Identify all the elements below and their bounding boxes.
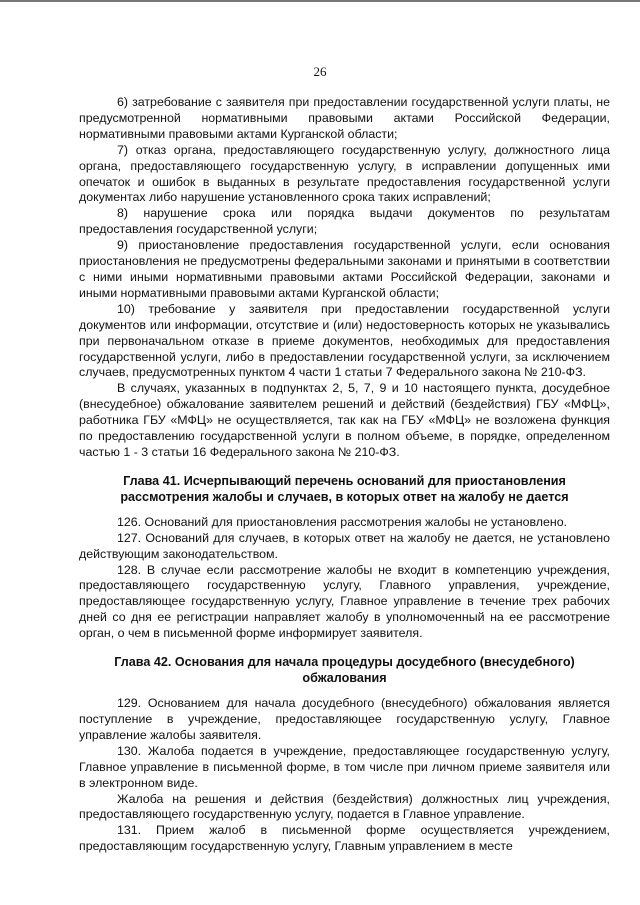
paragraph-129: 129. Основанием для начала досудебного (внесудебного) обжалования является поступление в учреждение, предоставляющее государственную услугу, Главное управление жалобы заявителя. bbox=[79, 696, 610, 742]
paragraph-item-9: 9) приостановление предоставления государственной услуги, если основания приостановления не предусмотрены федеральными законами и принятыми в соответствии с ними иными нормативными правовыми актами Российской Федерации, законами и иными нормативными правовыми актами Курганской области; bbox=[79, 238, 610, 300]
paragraph-item-6: 6) затребование с заявителя при предоставлении государственной услуги платы, не предусмотренной нормативными правовыми актами Российской Федерации, нормативными правовыми актами Курганской области; bbox=[79, 95, 610, 141]
top-edge-line bbox=[0, 0, 640, 2]
chapter-41-heading: Глава 41. Исчерпывающий перечень оснований для приостановления рассмотрения жалобы и случаев, в которых ответ на жалобу не дается bbox=[120, 473, 569, 504]
paragraph-item-8: 8) нарушение срока или порядка выдачи документов по результатам предоставления государственной услуги; bbox=[79, 206, 610, 237]
page-number: 26 bbox=[313, 64, 327, 79]
paragraph-mfc-exceptions: В случаях, указанных в подпунктах 2, 5, 7, 9 и 10 настоящего пункта, досудебное (внесудебное) обжалование заявителем решений и действий (бездействия) ГБУ «МФЦ», работника ГБУ «МФЦ» не осуществляется, так как на ГБУ «МФЦ» не возложена функция по предоставлению государственной услуги в полном объеме, в порядке, определенном частью 1 - 3 статьи 16 Федерального закона № 210-ФЗ. bbox=[79, 381, 610, 459]
paragraph-item-7: 7) отказ органа, предоставляющего государственную услугу, должностного лица органа, предоставляющего государственную услугу, в исправлении допущенных ими опечаток и ошибок в выданных в результате предоставления государственной услуги документах либо нарушение установленного срока таких исправлений; bbox=[79, 142, 610, 205]
paragraph-complaint-officials: Жалоба на решения и действия (бездействия) должностных лиц учреждения, предоставляющего государственную услугу, подается в Главное управление. bbox=[79, 791, 610, 822]
chapter-42-heading: Глава 42. Основания для начала процедуры досудебного (внесудебного) обжалования bbox=[114, 655, 575, 686]
paragraph-130: 130. Жалоба подается в учреждение, предоставляющее государственную услугу, Главное управление в письменной форме, в том числе при личном приеме заявителя или в электронном виде. bbox=[79, 743, 610, 790]
paragraph-item-10: 10) требование у заявителя при предоставлении государственной услуги документов или информации, отсутствие и (или) недостоверность которых не указывались при первоначальном отказе в приеме документов, необходимых для предоставления государственной услуги, либо в предоставлении государственной услуги, за исключением случаев, предусмотренных пунктом 4 части 1 статьи 7 Федерального закона № 210-ФЗ. bbox=[79, 301, 610, 380]
paragraph-126: 126. Оснований для приостановления рассмотрения жалобы не установлено. bbox=[117, 514, 568, 529]
paragraph-128: 128. В случае если рассмотрение жалобы не входит в компетенцию учреждения, предоставляющего государственную услугу, Главного управления, учреждение, предоставляющее государственную услугу, Главное управление в течение трех рабочих дней со дня ее регистрации направляет жалобу в уполномоченный на ее рассмотрение орган, о чем в письменной форме информирует заявителя. bbox=[79, 562, 610, 641]
document-body bbox=[79, 95, 610, 855]
paragraph-131: 131. Прием жалоб в письменной форме осуществляется учреждением, предоставляющим государственную услугу, Главным управлением в месте bbox=[79, 823, 610, 854]
paragraph-127: 127. Оснований для случаев, в которых ответ на жалобу не дается, не установлено действующим законодательством. bbox=[79, 530, 610, 561]
